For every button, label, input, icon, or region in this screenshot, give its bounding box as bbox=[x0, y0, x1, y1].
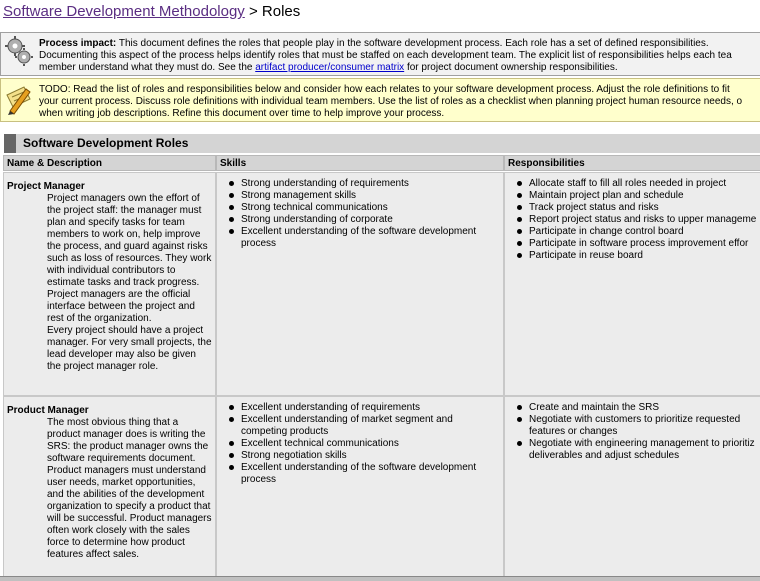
section-title: Software Development Roles bbox=[23, 136, 189, 150]
page-title bbox=[3, 2, 300, 22]
skills-cell bbox=[216, 172, 504, 396]
list-item: Maintain project plan and schedule bbox=[515, 190, 756, 202]
skills-list bbox=[227, 402, 502, 486]
list-item: Excellent technical communications bbox=[227, 438, 502, 450]
responsibilities-list bbox=[515, 178, 756, 262]
gears-icon bbox=[4, 35, 34, 69]
list-item: Negotiate with engineering management to prioritiz bbox=[515, 438, 755, 450]
list-item: Excellent understanding of the software development bbox=[227, 462, 502, 474]
skills-cell bbox=[216, 396, 504, 581]
list-item: Strong understanding of requirements bbox=[227, 178, 502, 190]
impact-line2: Documenting this aspect of the process helps identify roles that must be staffed on each development team. The explicit list of responsibilities helps each tea bbox=[39, 50, 732, 61]
list-item: Participate in software process improvement effor bbox=[515, 238, 756, 250]
role-name: Project Manager bbox=[7, 181, 85, 192]
list-item-continuation: process bbox=[241, 238, 277, 249]
pencil-note-icon bbox=[4, 81, 34, 115]
list-item-continuation: deliverables and adjust schedules bbox=[529, 450, 680, 461]
list-item: Strong negotiation skills bbox=[227, 450, 502, 462]
horizontal-scrollbar[interactable] bbox=[0, 576, 760, 581]
role-description-paragraph: The most obvious thing that a product manager does is writing the SRS: the product manager owns the software requirements document. Product managers must understand user needs, market opportunities, and the abilities of the development organization to specify a product that will be successful. Product managers often work closely with the sales force to determine how product features affect sales. bbox=[47, 417, 212, 560]
impact-line3-post: for project document ownership responsibilities. bbox=[404, 62, 618, 73]
table-row bbox=[3, 396, 216, 581]
role-name: Product Manager bbox=[7, 405, 89, 416]
list-item: Participate in change control board bbox=[515, 226, 756, 238]
process-impact-box bbox=[0, 32, 760, 76]
responsibilities-cell bbox=[504, 396, 760, 581]
list-item: Strong understanding of corporate bbox=[227, 214, 502, 226]
role-description-paragraph: Project managers own the effort of the project staff: the manager must plan and specify tasks for team members to work on, help improve the process, and guard against risks such as loss of resources. They work with individual contributors to estimate tasks and track progress. Project managers are the official interface between the project and rest of the organization. bbox=[47, 193, 212, 324]
impact-line3-pre: member understand what they must do. See the bbox=[39, 62, 256, 73]
role-description bbox=[47, 193, 212, 373]
list-item: Excellent understanding of market segment and bbox=[227, 414, 502, 426]
responsibilities-cell bbox=[504, 172, 760, 396]
list-item: Track project status and risks bbox=[515, 202, 756, 214]
header-skills: Skills bbox=[216, 155, 504, 171]
impact-label: Process impact: bbox=[39, 38, 117, 49]
list-item: Strong technical communications bbox=[227, 202, 502, 214]
impact-line1: This document defines the roles that people play in the software development process. Each role has a set of defined responsibilities. bbox=[116, 38, 709, 49]
role-description-paragraph: Every project should have a project manager. For very small projects, the lead developer may also be given the project manager role. bbox=[47, 325, 212, 372]
section-marker bbox=[4, 134, 16, 153]
list-item: Participate in reuse board bbox=[515, 250, 756, 262]
list-item: Strong management skills bbox=[227, 190, 502, 202]
list-item: Excellent understanding of the software development bbox=[227, 226, 502, 238]
skills-list bbox=[227, 178, 502, 250]
roles-table bbox=[3, 155, 760, 581]
list-item-continuation: competing products bbox=[241, 426, 329, 437]
list-item: Allocate staff to fill all roles needed in project bbox=[515, 178, 756, 190]
list-item: Negotiate with customers to prioritize requested bbox=[515, 414, 755, 426]
header-responsibilities: Responsibilities bbox=[504, 155, 760, 171]
section-header bbox=[4, 134, 760, 153]
matrix-link[interactable]: artifact producer/consumer matrix bbox=[255, 62, 405, 73]
list-item: Excellent understanding of requirements bbox=[227, 402, 502, 414]
breadcrumb-separator: > bbox=[244, 3, 262, 20]
todo-line3: when writing job descriptions. Refine this document over time to help improve your process. bbox=[39, 108, 445, 119]
list-item: Report project status and risks to upper manageme bbox=[515, 214, 756, 226]
todo-line1: TODO: Read the list of roles and responsibilities below and consider how each relates to your software development process. Adjust the role definitions to fit bbox=[39, 84, 730, 95]
role-description bbox=[47, 417, 212, 561]
header-name-description: Name & Description bbox=[3, 155, 216, 171]
todo-line2: your current process. Discuss role definitions with individual team members. Use the list of roles as a checklist when planning project human resource needs, o bbox=[39, 96, 743, 107]
list-item: Create and maintain the SRS bbox=[515, 402, 755, 414]
todo-box bbox=[0, 78, 760, 122]
list-item-continuation: process bbox=[241, 474, 277, 485]
table-row bbox=[3, 172, 216, 396]
breadcrumb-current: Roles bbox=[261, 3, 301, 20]
breadcrumb-link[interactable]: Software Development Methodology bbox=[3, 3, 245, 20]
list-item-continuation: features or changes bbox=[529, 426, 618, 437]
responsibilities-list bbox=[515, 402, 755, 462]
